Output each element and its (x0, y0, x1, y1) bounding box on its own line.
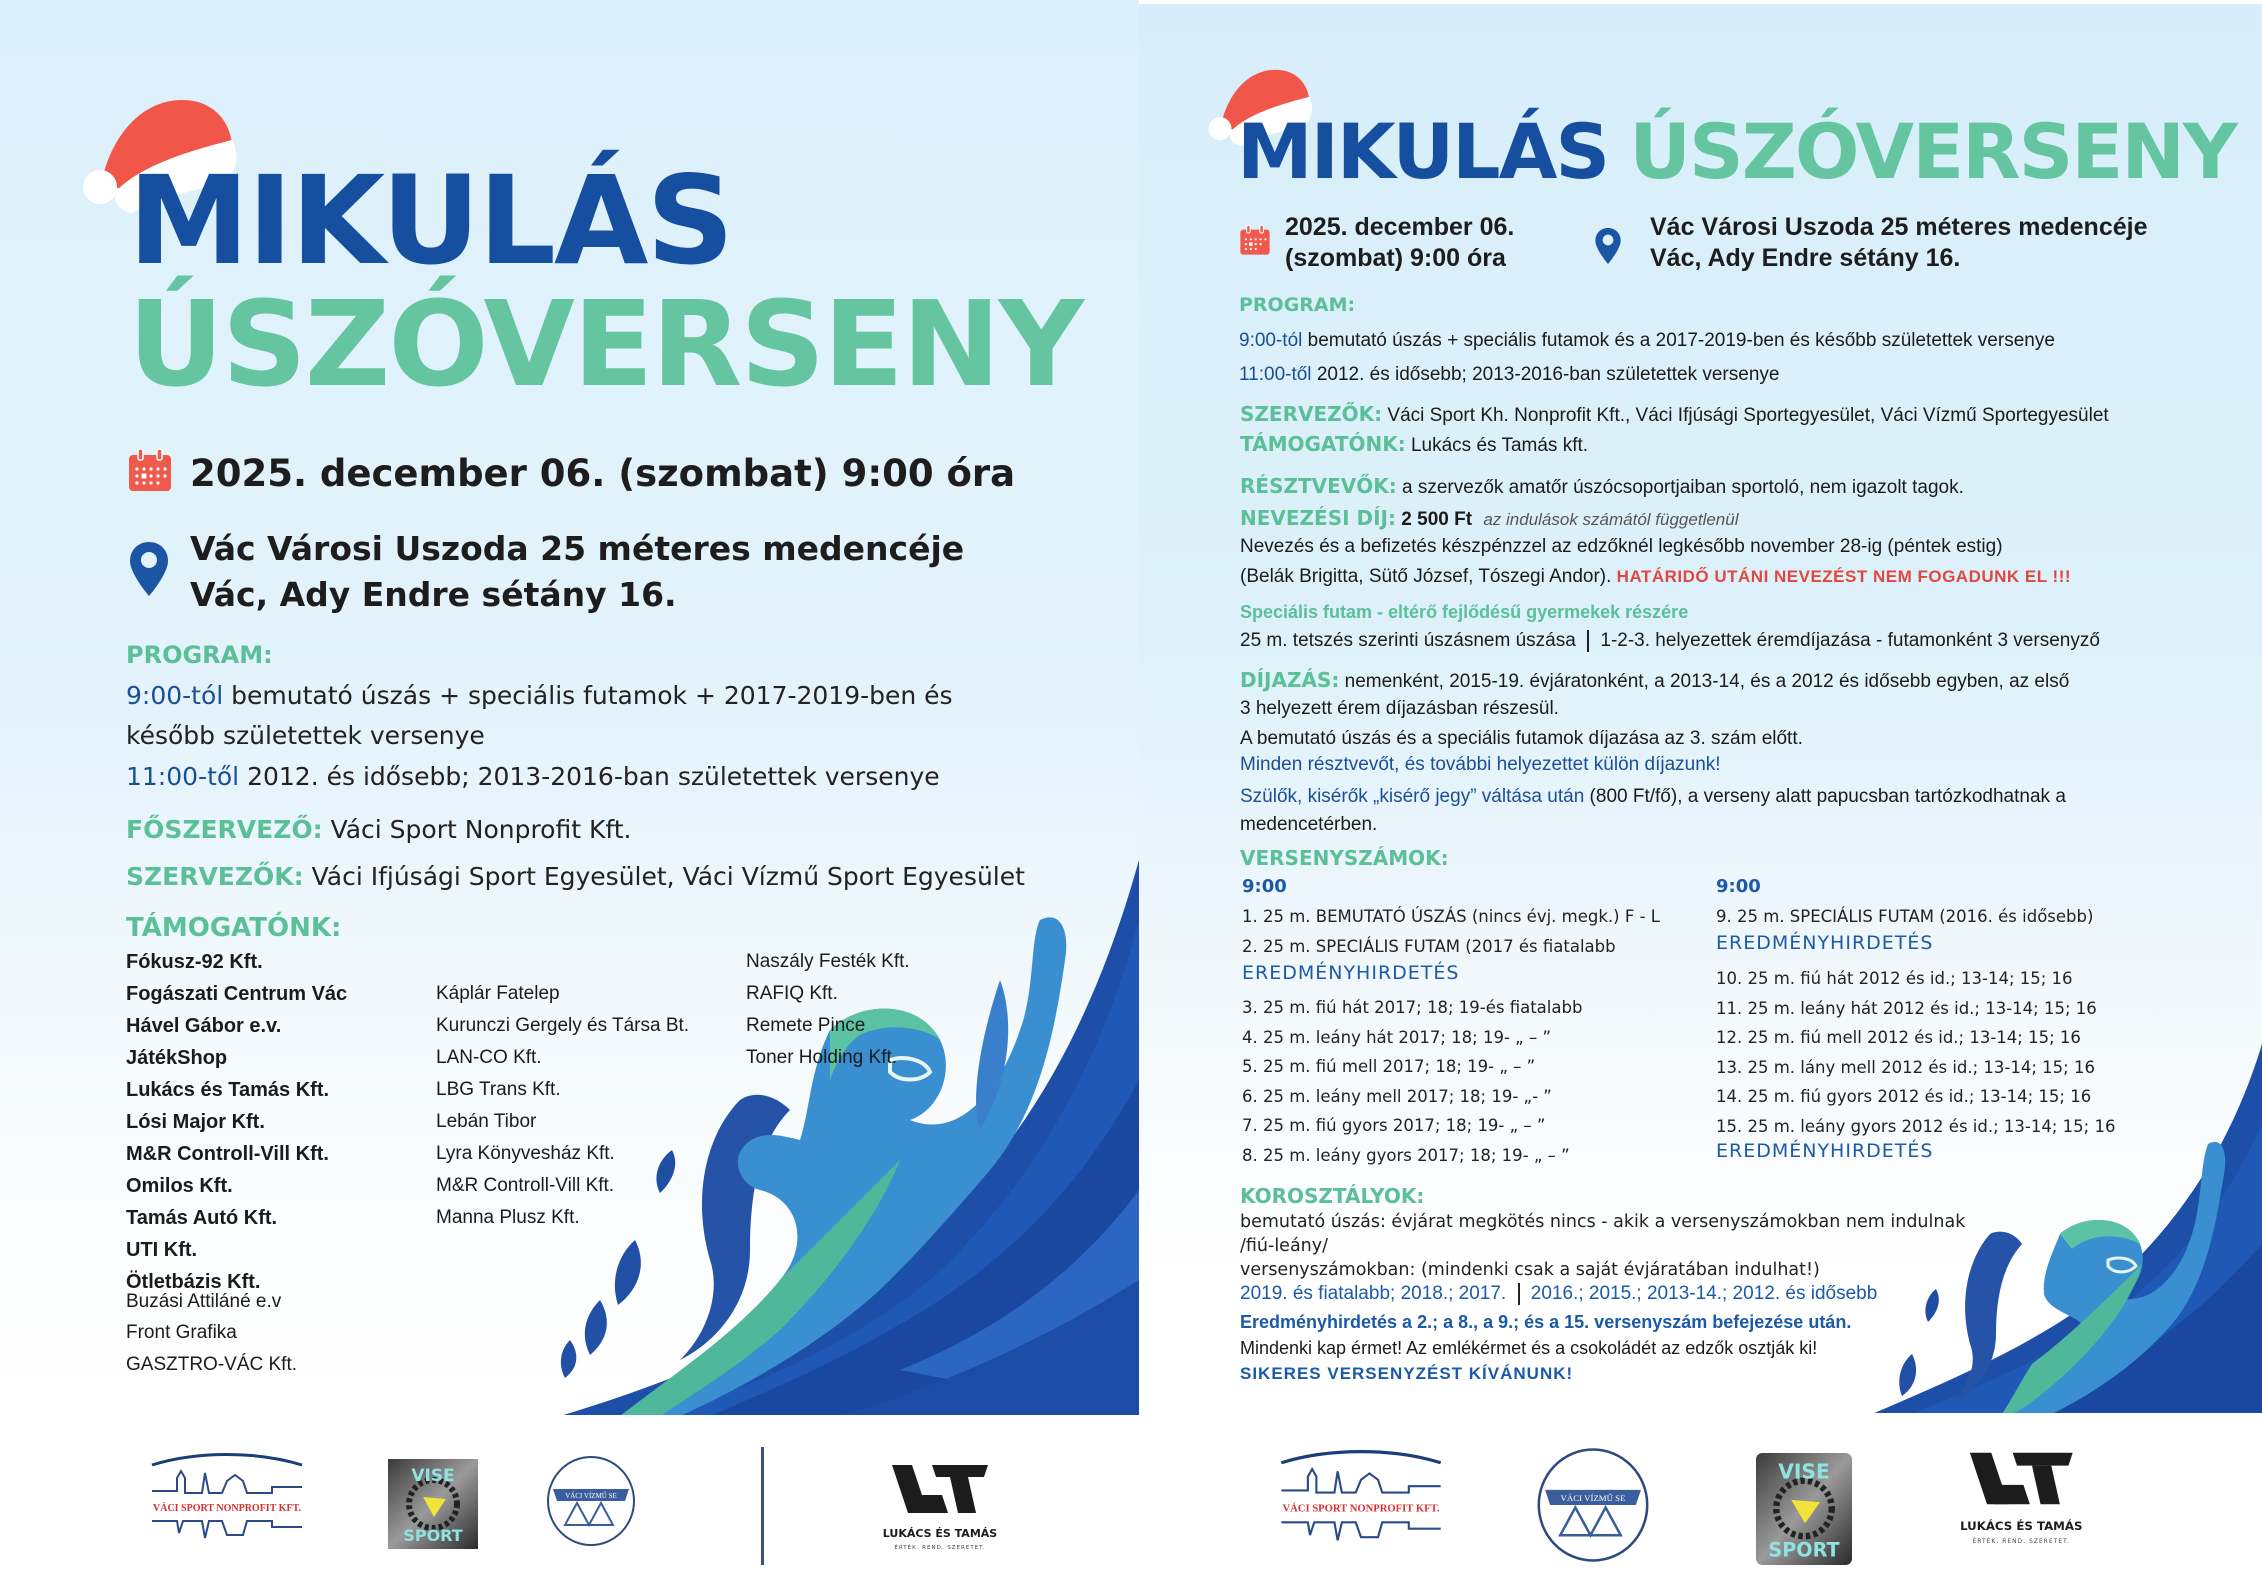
vaci-vizmu-logo (545, 1455, 637, 1547)
location-line-2: Vác, Ady Endre sétány 16. (1650, 244, 1961, 272)
list-item: 15. 25 m. leány gyors 2012 és id.; 13-14; 15; 16 (1716, 1116, 2116, 1136)
parents-ticket: Szülők, kisérők „kisérő jegy” váltása után (1240, 786, 1585, 807)
program-label: PROGRAM: (126, 641, 273, 669)
parents-info-line-2: medencetérben. (1240, 814, 1378, 835)
separator (1518, 1283, 1520, 1305)
program-item-2 (126, 762, 940, 791)
separator (1587, 630, 1589, 652)
program-time: 11:00-től (126, 762, 240, 791)
organizers (126, 862, 1025, 891)
vaci-sport-logo (147, 1453, 307, 1548)
awards (1240, 668, 2069, 693)
special-heading: Speciális futam - eltérő fejlődésű gyermekek részére (1240, 602, 1689, 622)
program-text: bemutató úszás + speciális futamok és a 2017-2019-ben és később születettek versenye (1307, 330, 2055, 351)
awards-line-2: 3 helyezett érem díjazásban részesül. (1240, 698, 1559, 719)
vizmu-logo-text: VÁCI VÍZMŰ SE (565, 1492, 617, 1500)
entry-coaches: (Belák Brigitta, Sütő József, Tószegi Andor). (1240, 566, 1612, 587)
list-item: Naszály Festék Kft. (746, 951, 910, 972)
event-date: 2025. december 06. (szombat) 9:00 óra (190, 452, 1016, 495)
list-item: 7. 25 m. fiú gyors 2017; 18; 19- „ – ” (1242, 1116, 1546, 1135)
awards-line-1: nemenként, 2015-19. évjáratonként, a 2013-14, és a 2012 és idősebb egyben, az első (1344, 671, 2070, 692)
special-info (1240, 630, 2100, 652)
list-item: 1. 25 m. BEMUTATÓ ÚSZÁS (nincs évj. megk.) F - L (1242, 907, 1660, 926)
events-col2-time: 9:00 (1716, 876, 1761, 897)
list-item: 13. 25 m. lány mell 2012 és id.; 13-14; 15; 16 (1716, 1057, 2095, 1077)
list-item: 8. 25 m. leány gyors 2017; 18; 19- „ – ” (1242, 1145, 1570, 1165)
fee-note: az indulások számától függetlenül (1483, 510, 1739, 529)
fee-label: NEVEZÉSI DÍJ: (1240, 506, 1396, 530)
title-uszoverseny: ÚSZÓVERSENY (128, 275, 1083, 413)
list-item: RAFIQ Kft. (746, 983, 838, 1004)
location-line-1: Vác Városi Uszoda 25 méteres medencéje (190, 529, 965, 568)
lt-logo-name: LUKÁCS ÉS TAMÁS (1960, 1518, 2083, 1533)
medal-note: Mindenki kap érmet! Az emlékérmet és a csokoládét az edzők osztják ki! (1240, 1338, 1818, 1358)
list-item: Lukács és Tamás Kft. (126, 1079, 330, 1101)
title (1237, 107, 2236, 196)
list-item: Hável Gábor e.v. (126, 1015, 282, 1037)
list-item: Lebán Tibor (436, 1111, 537, 1132)
sponsor (1240, 432, 1588, 457)
list-item: Kurunczi Gergely és Társa Bt. (436, 1015, 690, 1036)
vise-sport-logo (388, 1459, 478, 1549)
footer-divider (761, 1447, 764, 1565)
list-item: JátékShop (126, 1047, 228, 1069)
program-text: 2012. és idősebb; 2013-2016-ban születettek versenye (247, 762, 940, 791)
vise-logo-bottom: SPORT (403, 1526, 463, 1545)
lt-logo-tagline: ÉRTÉK. REND. SZERETET. (1972, 1538, 2071, 1545)
list-item: LAN-CO Kft. (436, 1047, 542, 1068)
footer-logos-right (1139, 1413, 2262, 1591)
sponsor-value: Lukács és Tamás kft. (1410, 435, 1589, 456)
swimmer-illustration (560, 860, 1139, 1416)
list-item: Tamás Autó Kft. (126, 1207, 278, 1229)
main-organizer-label: FŐSZERVEZŐ: (126, 815, 323, 844)
list-item: Front Grafika (126, 1322, 237, 1343)
event-location (190, 526, 964, 618)
age-line-2: /fiú-leány/ (1240, 1236, 1329, 1256)
poster-right (1139, 4, 2262, 1591)
list-item: Káplár Fatelep (436, 983, 560, 1004)
sponsors-label: TÁMOGATÓNK: (126, 913, 342, 943)
fee-value: 2 500 Ft (1401, 509, 1473, 530)
list-item: 9. 25 m. SPECIÁLIS FUTAM (2016. és idősebb) (1716, 907, 2094, 926)
vise-logo-top: VISE (411, 1466, 455, 1486)
vaci-vizmu-logo (1535, 1447, 1651, 1563)
list-item: UTI Kft. (126, 1239, 198, 1261)
lukacs-tamas-logo (880, 1465, 1020, 1555)
list-item: 10. 25 m. fiú hát 2012 és id.; 13-14; 15; 16 (1716, 969, 2073, 988)
program-time: 11:00-től (1239, 364, 1312, 385)
lt-logo-name: LUKÁCS ÉS TAMÁS (882, 1527, 998, 1540)
program-text: bemutató úszás + speciális futamok + 2017-2019-ben és (231, 681, 953, 710)
age-groups (1240, 1283, 1877, 1305)
calendar-icon (127, 447, 173, 493)
lukacs-tamas-logo (1957, 1451, 2107, 1551)
organizers-label: SZERVEZŐK: (126, 862, 304, 891)
program-item-1 (126, 676, 953, 756)
list-item: 6. 25 m. leány mell 2017; 18; 19- „- ” (1242, 1086, 1552, 1106)
vaci-sport-logo-text: VÁCI SPORT NONPROFIT KFT. (153, 1503, 301, 1514)
awards-line-3: A bemutató úszás és a speciális futamok díjazása az 3. szám előtt. (1240, 728, 1803, 749)
vaci-sport-logo (1276, 1448, 1446, 1553)
list-item: Fogászati Centrum Vác (126, 983, 348, 1005)
event-date (1285, 212, 1514, 274)
list-item: Lyra Könyvesház Kft. (436, 1143, 615, 1164)
lt-logo-tagline: ÉRTÉK. REND. SZERETET. (894, 1545, 986, 1551)
entry-fee (1240, 506, 1739, 531)
list-item: 12. 25 m. fiú mell 2012 és id.; 13-14; 15; 16 (1716, 1028, 2081, 1047)
organizers-label: SZERVEZŐK: (1240, 402, 1383, 426)
deadline-warning: HATÁRIDŐ UTÁNI NEVEZÉST NEM FOGADUNK EL !!! (1616, 567, 2072, 586)
list-item: Fókusz-92 Kft. (126, 951, 263, 973)
vise-logo-bottom: SPORT (1768, 1538, 1840, 1562)
vise-logo-top: VISE (1778, 1459, 1830, 1484)
program-label: PROGRAM: (1239, 294, 1356, 316)
special-text-b: 1-2-3. helyezettek éremdíjazása - futamonként 3 versenyző (1600, 630, 2100, 652)
results-announcement-3: EREDMÉNYHIRDETÉS (1716, 1140, 1934, 1162)
list-item: 14. 25 m. fiú gyors 2012 és id.; 13-14; 15; 16 (1716, 1087, 2092, 1106)
parents-rest: (800 Ft/fő), a verseny alatt papucsban tartózkodhatnak a (1589, 786, 2066, 807)
program-text: 2012. és idősebb; 2013-2016-ban születettek versenye (1316, 364, 1780, 385)
age-groups-label: KOROSZTÁLYOK: (1240, 1184, 1425, 1208)
program-item-2 (1239, 364, 1779, 386)
participants-value: a szervezők amatőr úszócsoportjaiban sportoló, nem igazolt tagok. (1402, 477, 1964, 498)
program-text-cont: később születettek versenye (126, 721, 485, 750)
good-luck: SIKERES VERSENYZÉST KÍVÁNUNK! (1240, 1364, 1574, 1383)
organizers-value: Váci Ifjúsági Sport Egyesület, Váci Vízmű Sport Egyesület (311, 862, 1025, 891)
special-text-a: 25 m. tetszés szerinti úszásnem úszása (1240, 630, 1576, 652)
parents-info (1240, 786, 2066, 808)
list-item: 5. 25 m. fiú mell 2017; 18; 19- „ – ” (1242, 1057, 1536, 1076)
events-col1-time: 9:00 (1242, 876, 1287, 897)
events-label: VERSENYSZÁMOK: (1240, 846, 1449, 870)
list-item: Toner Holding Kft. (746, 1047, 898, 1068)
list-item: Manna Plusz Kft. (436, 1207, 580, 1228)
event-location (1650, 212, 2148, 274)
list-item: 3. 25 m. fiú hát 2017; 18; 19-és fiatalabb (1242, 998, 1583, 1017)
age-line-1: bemutató úszás: évjárat megkötés nincs - akik a versenyszámokban nem indulnak (1240, 1212, 1966, 1232)
age-groups-b: 2016.; 2015.; 2013-14.; 2012. és idősebb (1530, 1283, 1878, 1305)
location-line-1: Vác Városi Uszoda 25 méteres medencéje (1650, 213, 2148, 241)
list-item: LBG Trans Kft. (436, 1079, 561, 1100)
footer-logos-left (0, 1415, 1139, 1587)
vaci-sport-logo-text: VÁCI SPORT NONPROFIT KFT. (1282, 1503, 1440, 1515)
awards-label: DÍJAZÁS: (1240, 668, 1340, 692)
list-item: GASZTRO-VÁC Kft. (126, 1354, 298, 1375)
vizmu-logo-text: VÁCI VÍZMŰ SE (1560, 1493, 1626, 1504)
date-line-2: (szombat) 9:00 óra (1285, 244, 1506, 272)
list-item: 11. 25 m. leány hát 2012 és id.; 13-14; 15; 16 (1716, 998, 2097, 1018)
results-schedule: Eredményhirdetés a 2.; a 8., a 9.; és a 15. versenyszám befejezése után. (1240, 1312, 1852, 1332)
participants-label: RÉSZTVEVŐK: (1240, 474, 1397, 498)
participants (1240, 474, 1964, 499)
program-time: 9:00-tól (1239, 330, 1303, 351)
list-item: 4. 25 m. leány hát 2017; 18; 19- „ – ” (1242, 1027, 1552, 1047)
list-item: Lósi Major Kft. (126, 1111, 265, 1133)
list-item: Ötletbázis Kft. (126, 1271, 261, 1293)
results-announcement-1: EREDMÉNYHIRDETÉS (1242, 962, 1460, 984)
title-mikulas: MIKULÁS (1237, 107, 1609, 196)
vise-sport-logo (1756, 1453, 1852, 1565)
list-item: M&R Controll-Vill Kft. (436, 1175, 615, 1196)
location-line-2: Vác, Ady Endre sétány 16. (190, 575, 677, 614)
results-announcement-2: EREDMÉNYHIRDETÉS (1716, 932, 1934, 954)
calendar-icon (1239, 224, 1271, 256)
list-item: Buzási Attiláné e.v (126, 1291, 282, 1312)
map-pin-icon (1594, 226, 1622, 266)
list-item: M&R Controll-Vill Kft. (126, 1143, 329, 1165)
awards-line-4: Minden résztvevőt, és további helyezettet külön díjazunk! (1240, 754, 1721, 775)
list-item: 2. 25 m. SPECIÁLIS FUTAM (2017 és fiatalabb (1242, 937, 1616, 956)
map-pin-icon (128, 540, 170, 598)
date-line-1: 2025. december 06. (1285, 213, 1515, 241)
title-uszoverseny: ÚSZÓVERSENY (1629, 107, 2236, 196)
entry-info-line-1: Nevezés és a befizetés készpénzzel az edzőknél legkésőbb november 28-ig (péntek estig) (1240, 536, 2003, 557)
age-groups-a: 2019. és fiatalabb; 2018.; 2017. (1240, 1283, 1507, 1305)
age-line-3: versenyszámokban: (mindenki csak a saját évjáratában indulhat!) (1240, 1260, 1820, 1280)
sponsor-label: TÁMOGATÓNK: (1240, 432, 1406, 456)
list-item: Remete Pince (746, 1015, 866, 1036)
entry-info-line-2 (1240, 566, 2071, 588)
main-organizer (126, 815, 631, 844)
program-item-1 (1239, 330, 2055, 352)
organizers-value: Váci Sport Kh. Nonprofit Kft., Váci Ifjúsági Sportegyesület, Váci Vízmű Sportegyesület (1387, 405, 2109, 426)
list-item: Omilos Kft. (126, 1175, 233, 1197)
program-time: 9:00-tól (126, 681, 224, 710)
organizers (1240, 402, 2109, 427)
main-organizer-value: Váci Sport Nonprofit Kft. (330, 815, 632, 844)
title-mikulas: MIKULÁS (128, 150, 733, 292)
